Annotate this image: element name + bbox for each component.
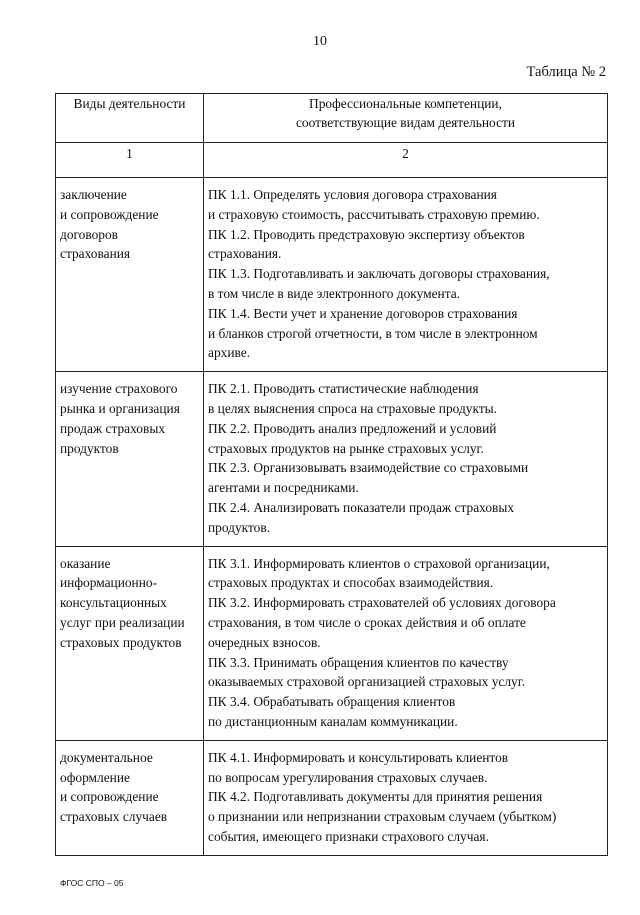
- competency-line: о признании или непризнании страховым случаем (убытком): [208, 809, 557, 825]
- competency-line: ПК 4.1. Информировать и консультировать клиентов: [208, 749, 509, 765]
- competency-line: ПК 3.1. Информировать клиентов о страховой организации,: [208, 555, 550, 571]
- table-header-row: [56, 94, 608, 143]
- competency-line: в том числе в виде электронного документа.: [208, 285, 461, 301]
- competency-line: ПК 1.2. Проводить предстраховую экспертизу объектов: [208, 226, 525, 242]
- competency-line: страховых продуктах и способах взаимодействия.: [208, 575, 494, 591]
- column-number: 2: [204, 143, 608, 178]
- page-number: 10: [313, 34, 327, 49]
- activity-line: продаж страховых: [60, 420, 166, 436]
- activity-line: и сопровождение: [60, 789, 159, 805]
- header-activity-text: Виды деятельности: [73, 96, 186, 111]
- competency-line: и бланков строгой отчетности, в том числе в электронном: [208, 325, 538, 341]
- column-number: 1: [56, 143, 204, 178]
- competency-line: ПК 1.3. Подготавливать и заключать договоры страхования,: [208, 266, 550, 282]
- competency-line: ПК 1.4. Вести учет и хранение договоров страхования: [208, 305, 518, 321]
- competency-line: ПК 3.3. Принимать обращения клиентов по качеству: [208, 654, 509, 670]
- competency-line: и страховую стоимость, рассчитывать страховую премию.: [208, 206, 540, 222]
- competency-line: продуктов.: [208, 519, 271, 535]
- competency-line: в целях выяснения спроса на страховые продукты.: [208, 400, 498, 416]
- competency-cell: [204, 546, 608, 740]
- activity-line: страховых случаев: [60, 809, 168, 825]
- activity-line: консультационных: [60, 595, 167, 611]
- competency-line: события, имеющего признаки страхового случая.: [208, 828, 489, 844]
- competency-line: архиве.: [208, 345, 251, 361]
- activity-line: услуг при реализации: [60, 614, 185, 630]
- activity-line: страхования: [60, 246, 131, 262]
- header-activity: [56, 94, 204, 143]
- header-competencies: [204, 94, 608, 143]
- competency-line: ПК 2.2. Проводить анализ предложений и условий: [208, 420, 497, 436]
- competency-cell: [204, 372, 608, 546]
- competency-line: ПК 2.1. Проводить статистические наблюдения: [208, 381, 479, 397]
- column-number-row: [56, 143, 608, 178]
- competency-line: ПК 1.1. Определять условия договора страхования: [208, 187, 497, 202]
- competency-line: ПК 3.4. Обрабатывать обращения клиентов: [208, 694, 456, 710]
- competency-line: страховых продуктов на рынке страховых услуг.: [208, 440, 484, 456]
- competency-line: по вопросам урегулирования страховых случаев.: [208, 769, 488, 785]
- competency-line: по дистанционным каналам коммуникации.: [208, 713, 458, 729]
- header-competencies-line: Профессиональные компетенции,: [309, 96, 502, 111]
- competency-line: ПК 2.3. Организовывать взаимодействие со страховыми: [208, 460, 529, 476]
- footer-code: ФГОС СПО – 05: [60, 878, 124, 888]
- activity-line: договоров: [60, 226, 119, 242]
- activity-line: заключение: [60, 187, 127, 202]
- activity-line: изучение страхового: [60, 381, 178, 397]
- activity-cell: [56, 178, 204, 372]
- competencies-table: [55, 93, 608, 856]
- competency-line: страхования.: [208, 246, 282, 262]
- activity-cell: [56, 546, 204, 740]
- activity-line: рынка и организация: [60, 400, 180, 416]
- activity-line: оказание: [60, 555, 111, 571]
- activity-cell: [56, 740, 204, 855]
- activity-line: оформление: [60, 769, 130, 785]
- competency-line: ПК 4.2. Подготавливать документы для принятия решения: [208, 789, 543, 805]
- table-row: [56, 178, 608, 372]
- competency-line: ПК 3.2. Информировать страхователей об условиях договора: [208, 595, 556, 611]
- competency-line: агентами и посредниками.: [208, 480, 359, 496]
- header-competencies-line: соответствующие видам деятельности: [295, 115, 516, 130]
- competency-line: страхования, в том числе о сроках действия и об оплате: [208, 614, 526, 630]
- competency-line: ПК 2.4. Анализировать показатели продаж страховых: [208, 499, 515, 515]
- competency-line: оказываемых страховой организацией страховых услуг.: [208, 674, 526, 690]
- activity-line: страховых продуктов: [60, 634, 182, 650]
- table-caption: Таблица № 2: [526, 64, 606, 80]
- competency-cell: [204, 178, 608, 372]
- activity-line: информационно-: [60, 575, 158, 591]
- table-row: [56, 740, 608, 855]
- competency-cell: [204, 740, 608, 855]
- table-row: [56, 546, 608, 740]
- activity-line: продуктов: [60, 440, 119, 456]
- table-row: [56, 372, 608, 546]
- activity-line: и сопровождение: [60, 206, 159, 222]
- activity-cell: [56, 372, 204, 546]
- competency-line: очередных взносов.: [208, 634, 321, 650]
- activity-line: документальное: [60, 749, 153, 765]
